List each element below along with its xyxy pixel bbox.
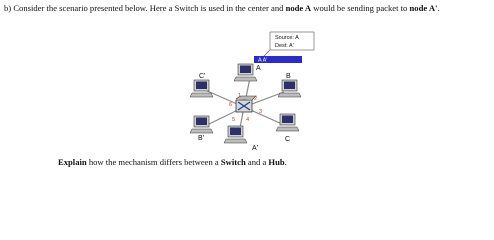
intro-text-1: Consider the scenario presented below. Here a [13, 3, 173, 13]
computer-icon [190, 80, 213, 97]
port-4: 4 [246, 117, 250, 123]
host-c-prime-label: C' [199, 73, 206, 80]
task-text: how the mechanism differs between a [88, 157, 219, 167]
callout-dest: Dest: A' [275, 43, 294, 49]
intro-text-2: is used in the center and [200, 3, 284, 13]
callout-source: Source: A [275, 35, 299, 41]
task-switch-word: Switch [220, 157, 246, 167]
computer-icon [190, 116, 213, 133]
computer-icon [278, 80, 301, 97]
port-2: 2 [254, 96, 258, 102]
intro-text-3: would be sending packet to [313, 3, 408, 13]
host-c-label: C [285, 136, 291, 143]
host-a-prime-label: A' [252, 145, 259, 152]
part-label: b) [4, 3, 12, 13]
frame-label: A A' [258, 57, 268, 64]
intro-switch-word: Switch [174, 3, 199, 13]
task-explain: Explain [58, 157, 87, 167]
port-5: 5 [232, 117, 236, 123]
task-end: . [284, 157, 287, 167]
computer-icon [234, 64, 257, 81]
task-and: and a [247, 157, 267, 167]
intro-node-a-prime: node A' [409, 3, 438, 13]
host-a-label: A [256, 65, 261, 72]
frame-callout [262, 32, 314, 58]
intro-node-a: node A [285, 3, 312, 13]
computer-icon [224, 126, 247, 143]
port-3: 3 [259, 109, 263, 115]
task-hub-word: Hub [268, 157, 285, 167]
task-question [58, 157, 287, 167]
host-b-label: B [286, 73, 291, 80]
port-1: 1 [238, 93, 242, 99]
host-b-prime-label: B' [198, 135, 205, 142]
intro-end: . [437, 3, 440, 13]
port-6: 6 [229, 102, 233, 108]
